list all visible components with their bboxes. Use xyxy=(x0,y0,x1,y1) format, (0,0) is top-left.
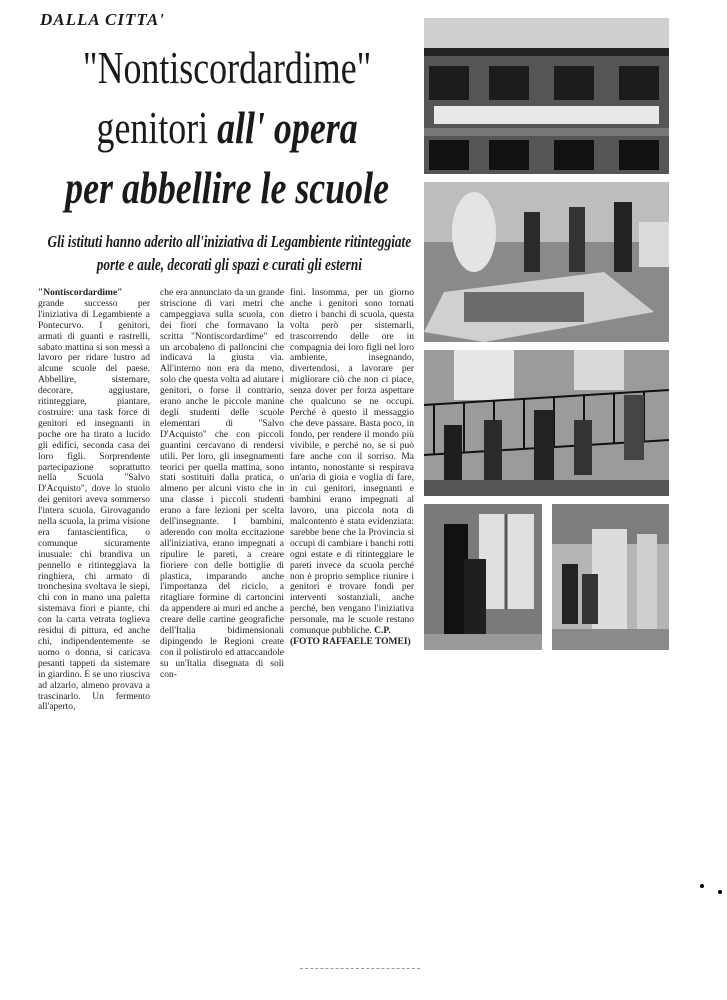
photo-school-facade xyxy=(424,18,669,174)
scan-speck xyxy=(718,890,722,894)
photo-courtyard-workers xyxy=(552,504,669,650)
article-column-2 xyxy=(160,288,284,681)
headline-line-2b: all' opera xyxy=(217,102,358,153)
scan-speck xyxy=(700,884,704,888)
article-lead: "Nontiscordardime" xyxy=(38,288,123,298)
headline xyxy=(36,38,418,218)
photo-painting-railing xyxy=(424,350,669,496)
headline-line-2 xyxy=(36,98,418,158)
article-text-2: che era annunciato da un grande striscione di vari metri che campeggiava sulla scuola, con dei fiori che formavano la scritta "Nontiscordardime" ed un arcobaleno di palloncini che indicava la giusta via. All'interno non era da meno, solo che questa volta ad aiutare i genitori, o forse il contrario, erano anche le piccole manine degli studenti delle scuole elementari di "Salvo D'Acquisto" che con piccoli guantini cercavano di rendersi utili. Per loro, gli insegnamenti teorici per quella mattina, sono stati sostituiti dalla pratica, o almeno per alcuni visto che in una classe i piccoli studenti erano a fare lezioni per scelta dell'insegnante. I bambini, aderendo con molta eccitazione all'iniziativa, erano impegnati a ripulire le pareti, a creare fioriere con delle bottiglie di plastica, imparando anche l'importanza del riciclo, a ritagliare formine di cartoncini da appendere ai muri ed anche a creare delle cartine geografiche dell'Italia bidimensionali dipingendo le Regioni create con il polistirolo ed attaccandole su un'Italia disegnata di soli con- xyxy=(160,288,284,680)
headline-line-2a: genitori xyxy=(96,102,218,153)
article-text-1: grande successo per l'iniziativa di Legambiente a Pontecurvo. I genitori, armati di guanti e rastrelli, sabato mattina si son messi a lavoro per ridare lustro ad alcune scuole del paese. Abbellire, sistemare, decorare, aggiustare, ritinteggiare, piantare, costruire: una task force di genitori ed insegnanti in poche ore ha tirato a lucido gli edifici, seconda casa dei loro figli. Sorprendente partecipazione soprattutto nella Scuola "Salvo D'Acquisto", dove lo stuolo dei genitori aveva sommerso l'intera scuola. Girovagando nella scuola, la prima visione era fantascientifica, o comunque sicuramente inusuale: chi brandiva un pennello e ritinteggiava la ringhiera, chi armato di tronchesina svoltava le siepi, chi con in mano una paletta sistemava fiori e piante, chi con la carta vetrata toglieva residui di pittura, ed anche chi, indipendentemente se uomo o donna, si caricava pesanti tappeti da sistemare in giardino. E se uno riusciva ad alzarlo, almeno provava a trascinarlo. Un fermento all'aperto, xyxy=(38,298,150,713)
article-text-3: fini. Insomma, per un giorno anche i genitori sono tornati dietro i banchi di scuola, questa volta però per sistemarli, trascorrendo delle ore in compagnia dei loro figli nel loro ambiente, insegnando, divertendosi, a lavorare per migliorare ciò che non ci piace, senza dover per forza aspettare che qualcuno se ne occupi. Perché è questo il messaggio che deve passare. Basta poco, in fondo, per rendere il mondo più vivibile, e perché no, se si può fare anche con il sorriso. Ma intanto, nonostante si respirava un'aria di gioia e voglia di fare, in cui genitori, insegnanti e bambini erano impegnati al lavoro, una piccola nota di malcontento è stata evidenziata: sarebbe bene che la Provincia si occupi di cambiare i banchi rotti ogni estate e di ritinteggiare le pareti invece da scuola perché non è proprio semplice riunire i genitori e trovare fondi per interventi sostanziali, anche perché, ben vengano l'iniziativa personale, ma le scuole restano comunque pubbliche. xyxy=(290,288,414,637)
scan-artifact-line xyxy=(300,968,420,970)
headline-line-3: per abbellire le scuole xyxy=(65,162,390,213)
section-kicker: DALLA CITTA' xyxy=(40,10,165,29)
photo-window-work xyxy=(424,504,542,650)
author-signature: C.P. xyxy=(374,626,391,637)
photo-classroom-children xyxy=(424,182,669,342)
headline-line-1: "Nontiscordardime" xyxy=(82,42,372,93)
article-column-1 xyxy=(38,288,150,713)
article-column-3 xyxy=(290,288,414,648)
subtitle: Gli istituti hanno aderito all'iniziativa di Legambiente ritinteggiate porte e aule, decorati gli spazi e curati gli esterni xyxy=(47,232,412,274)
photo-credit: (FOTO RAFFAELE TOMEI) xyxy=(290,637,411,647)
